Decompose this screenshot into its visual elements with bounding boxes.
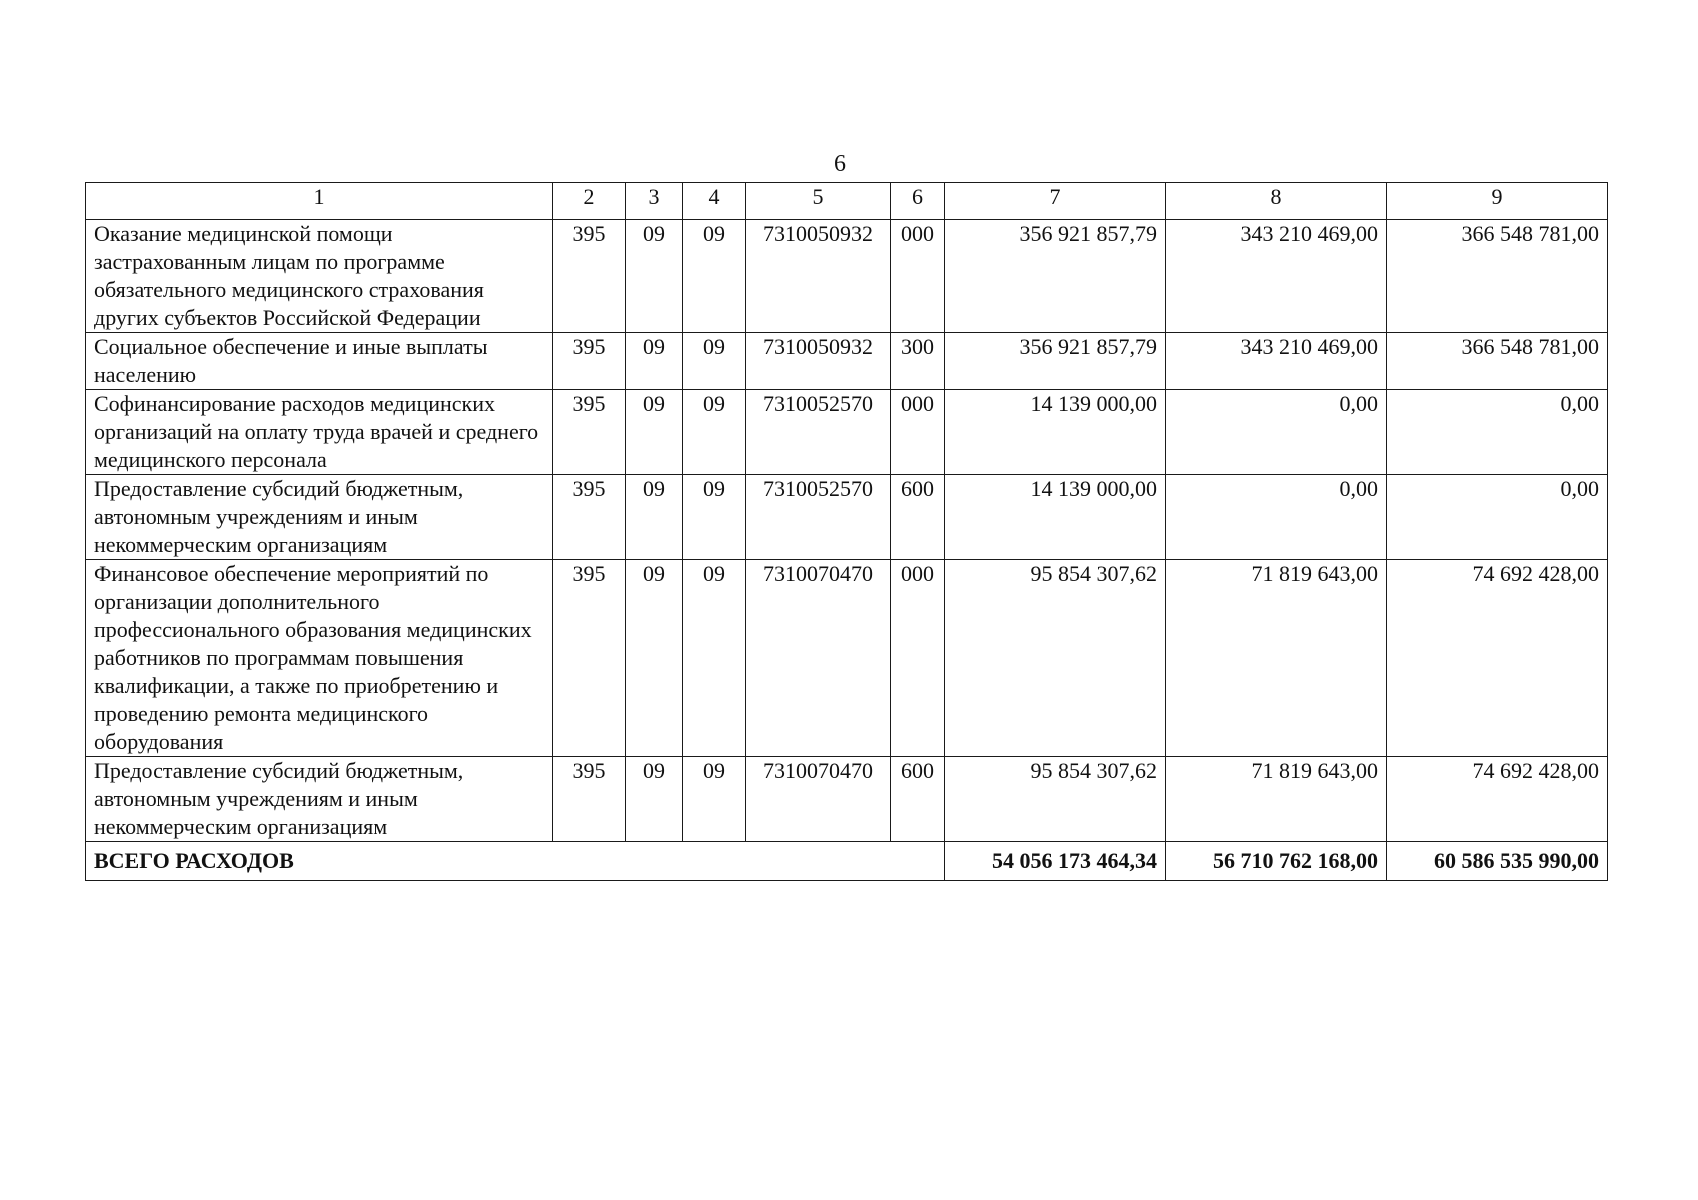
section-code: 09 (626, 390, 683, 475)
amount-col7: 14 139 000,00 (945, 475, 1166, 560)
amount-col7: 95 854 307,62 (945, 560, 1166, 757)
column-header: 4 (683, 183, 746, 220)
table-row (86, 560, 1608, 757)
amount-col8: 71 819 643,00 (1166, 560, 1387, 757)
section-code: 09 (626, 757, 683, 842)
column-header: 8 (1166, 183, 1387, 220)
column-header: 1 (86, 183, 553, 220)
expense-name: Оказание медицинской помощи застрахованным лицам по программе обязательного медицинского страхования других субъектов Российской Федерации (86, 220, 553, 333)
target-article-code: 7310052570 (746, 475, 891, 560)
amount-col7: 95 854 307,62 (945, 757, 1166, 842)
amount-col7: 356 921 857,79 (945, 220, 1166, 333)
total-col7: 54 056 173 464,34 (945, 842, 1166, 881)
subsection-code: 09 (683, 757, 746, 842)
amount-col8: 343 210 469,00 (1166, 220, 1387, 333)
subsection-code: 09 (683, 333, 746, 390)
subsection-code: 09 (683, 560, 746, 757)
amount-col7: 356 921 857,79 (945, 333, 1166, 390)
amount-col9: 74 692 428,00 (1387, 757, 1608, 842)
expense-type-code: 000 (891, 220, 945, 333)
amount-col9: 0,00 (1387, 390, 1608, 475)
amount-col8: 343 210 469,00 (1166, 333, 1387, 390)
amount-col8: 0,00 (1166, 390, 1387, 475)
target-article-code: 7310070470 (746, 757, 891, 842)
target-article-code: 7310050932 (746, 220, 891, 333)
table-row (86, 757, 1608, 842)
table-row (86, 390, 1608, 475)
subsection-code: 09 (683, 475, 746, 560)
expense-type-code: 000 (891, 390, 945, 475)
ministry-code: 395 (553, 220, 626, 333)
subsection-code: 09 (683, 220, 746, 333)
column-header: 5 (746, 183, 891, 220)
expense-name: Предоставление субсидий бюджетным, автономным учреждениям и иным некоммерческим организациям (86, 757, 553, 842)
ministry-code: 395 (553, 757, 626, 842)
column-header: 9 (1387, 183, 1608, 220)
amount-col9: 366 548 781,00 (1387, 333, 1608, 390)
table-row (86, 475, 1608, 560)
expense-type-code: 600 (891, 757, 945, 842)
total-label: ВСЕГО РАСХОДОВ (86, 842, 945, 881)
amount-col9: 366 548 781,00 (1387, 220, 1608, 333)
expense-type-code: 600 (891, 475, 945, 560)
ministry-code: 395 (553, 390, 626, 475)
ministry-code: 395 (553, 333, 626, 390)
column-header: 6 (891, 183, 945, 220)
expense-type-code: 300 (891, 333, 945, 390)
amount-col7: 14 139 000,00 (945, 390, 1166, 475)
column-header: 3 (626, 183, 683, 220)
ministry-code: 395 (553, 475, 626, 560)
total-col9: 60 586 535 990,00 (1387, 842, 1608, 881)
amount-col9: 0,00 (1387, 475, 1608, 560)
target-article-code: 7310052570 (746, 390, 891, 475)
expense-name: Софинансирование расходов медицинских организаций на оплату труда врачей и среднего медицинского персонала (86, 390, 553, 475)
subsection-code: 09 (683, 390, 746, 475)
expense-name: Социальное обеспечение и иные выплаты населению (86, 333, 553, 390)
expense-name: Финансовое обеспечение мероприятий по организации дополнительного профессионального образования медицинских работников по программам повышения квалификации, а также по приобретению и проведению ремонта медицинского оборудования (86, 560, 553, 757)
table-row (86, 220, 1608, 333)
amount-col8: 0,00 (1166, 475, 1387, 560)
amount-col9: 74 692 428,00 (1387, 560, 1608, 757)
total-col8: 56 710 762 168,00 (1166, 842, 1387, 881)
table-row (86, 333, 1608, 390)
section-code: 09 (626, 333, 683, 390)
target-article-code: 7310050932 (746, 333, 891, 390)
expense-name: Предоставление субсидий бюджетным, автономным учреждениям и иным некоммерческим организациям (86, 475, 553, 560)
amount-col8: 71 819 643,00 (1166, 757, 1387, 842)
section-code: 09 (626, 220, 683, 333)
expense-type-code: 000 (891, 560, 945, 757)
column-header: 7 (945, 183, 1166, 220)
target-article-code: 7310070470 (746, 560, 891, 757)
column-number-row (86, 183, 1608, 220)
column-header: 2 (553, 183, 626, 220)
page-number: 6 (834, 151, 846, 177)
expenditure-table (85, 182, 1608, 881)
ministry-code: 395 (553, 560, 626, 757)
section-code: 09 (626, 475, 683, 560)
total-row (86, 842, 1608, 881)
section-code: 09 (626, 560, 683, 757)
